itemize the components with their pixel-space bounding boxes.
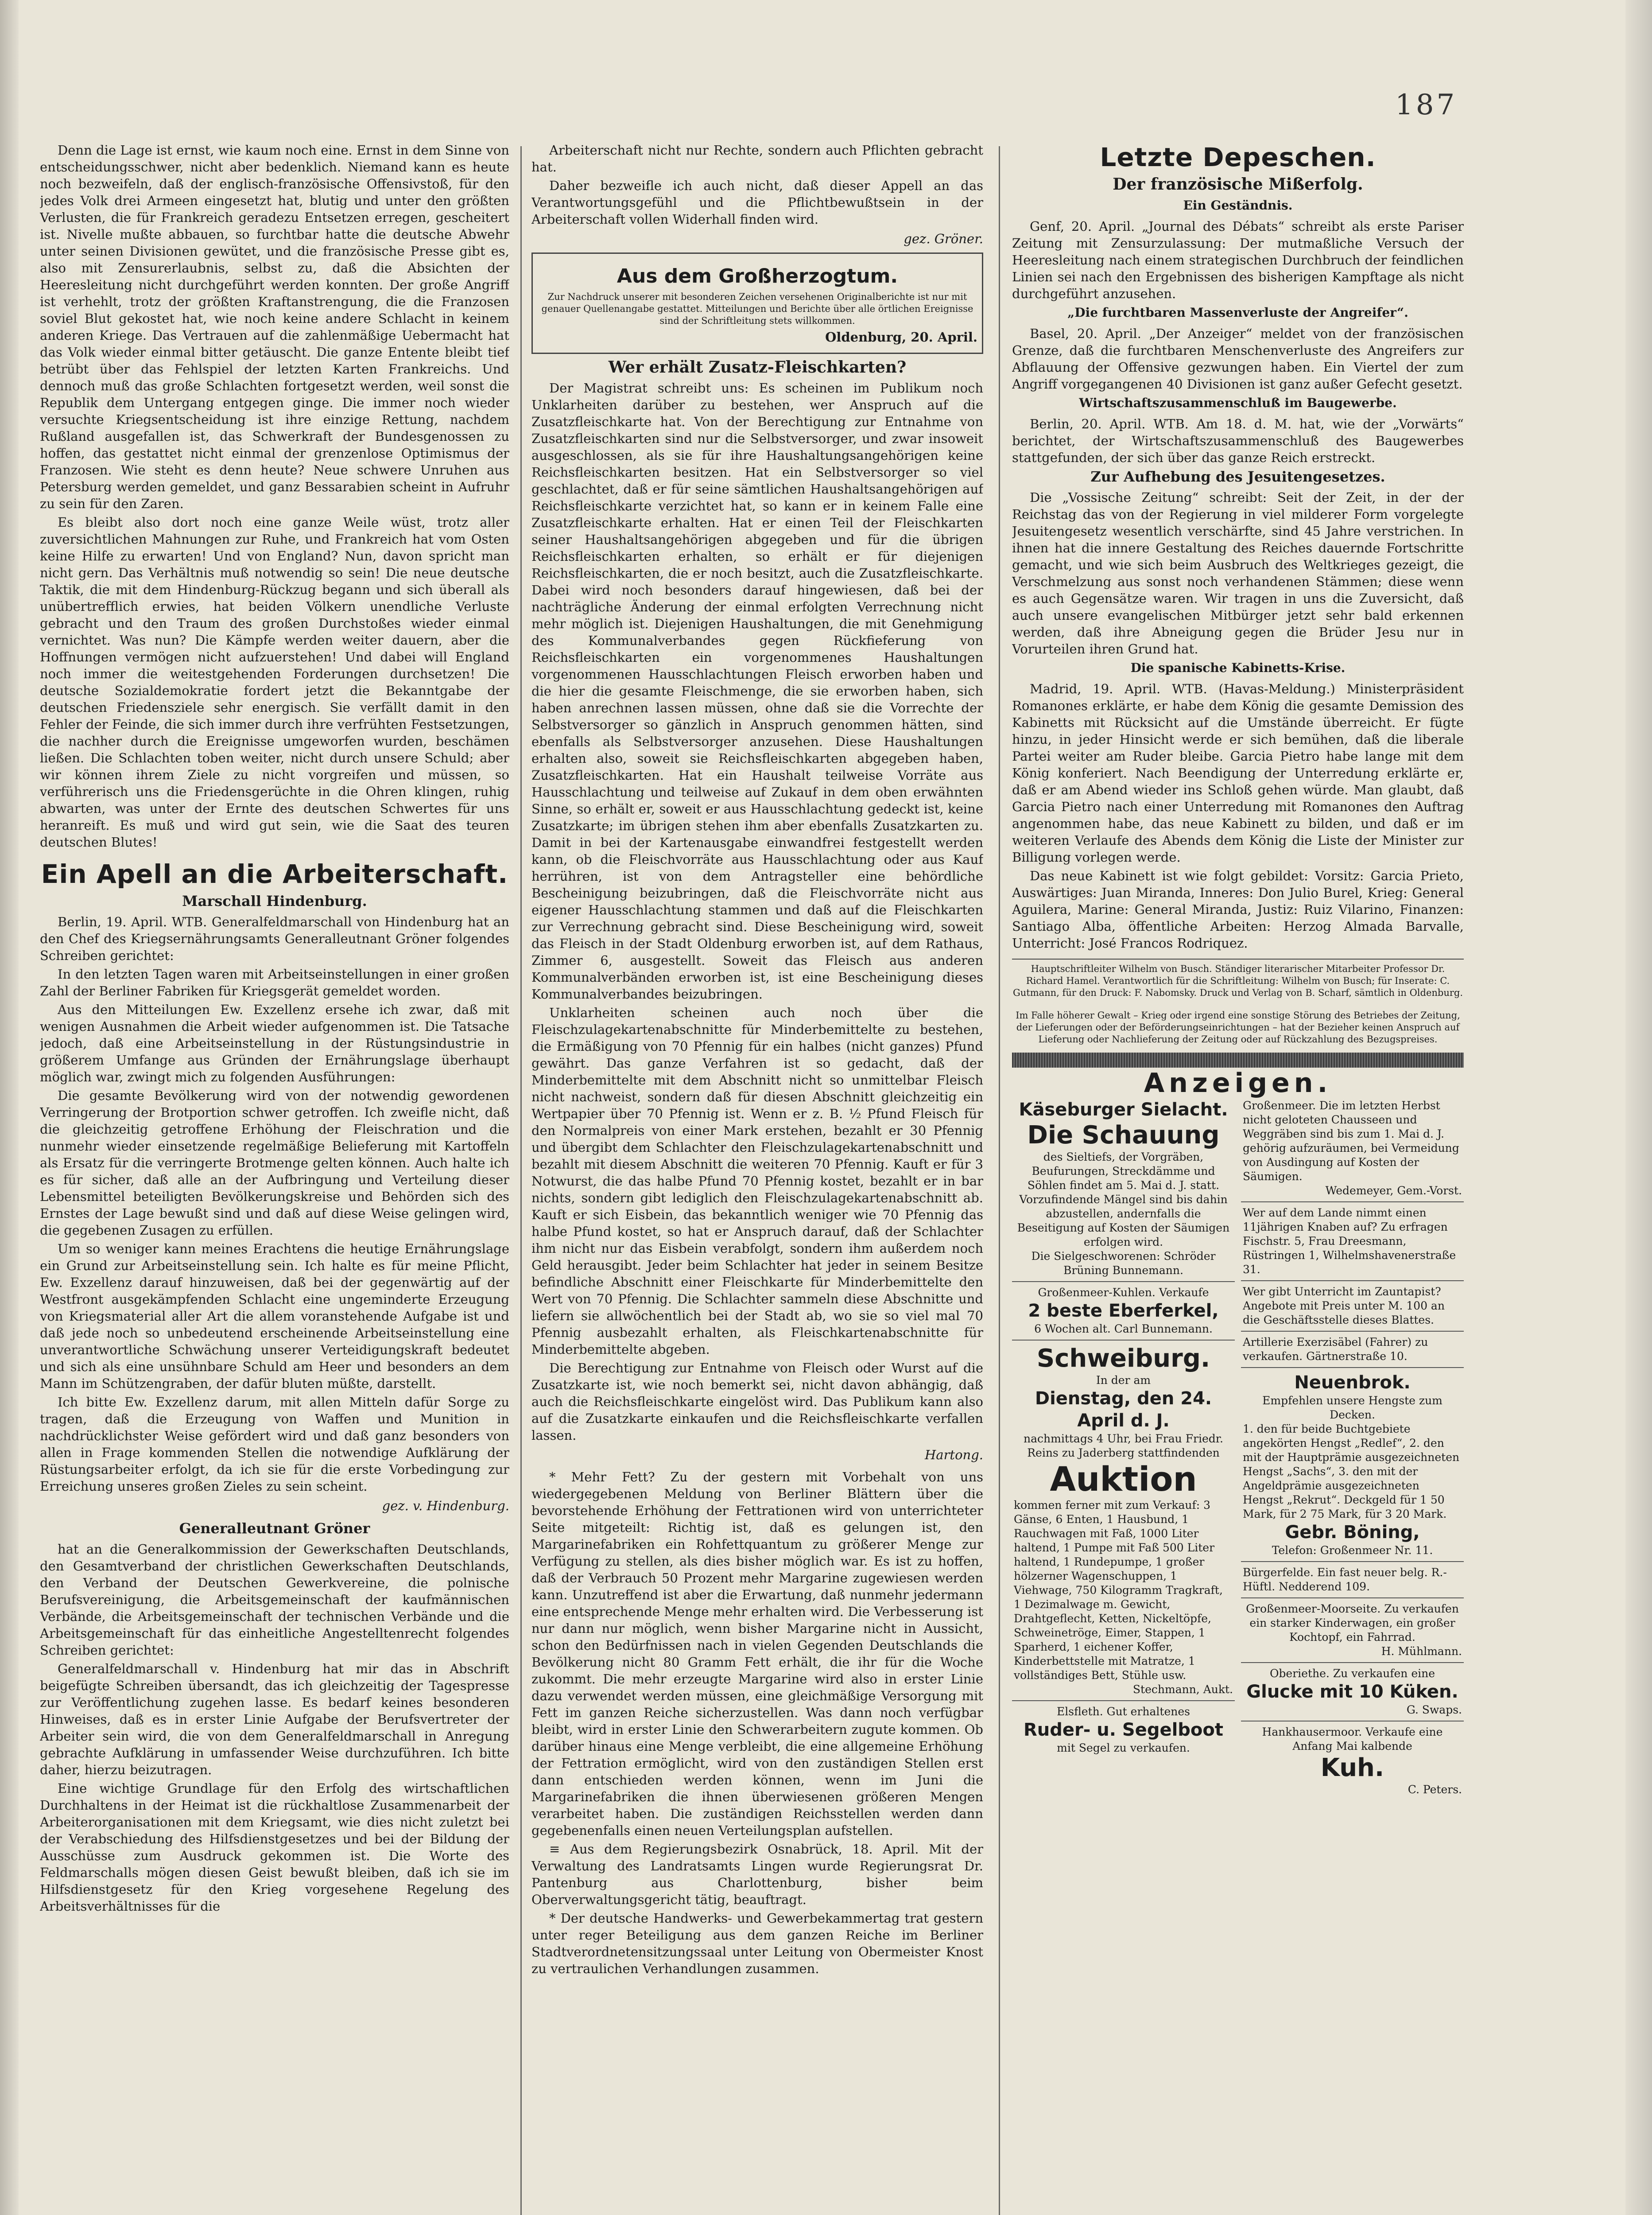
ad-headline: Die Schauung	[1027, 1121, 1220, 1150]
page-number: 187	[1395, 89, 1458, 121]
ads-left	[1012, 1095, 1235, 1800]
paragraph: Die „Vossische Zeitung“ schreibt: Seit der Zeit, in der der Reichstag das von der Regierung in viel milderer Form vorgelegte Jesuitengesetz wesentlich verschärfte, sind 45 Jahre verstrichen. In ihnen hat die innere Gestaltung des Reiches dauernde Fortschritte gemacht, und wie sich beim Ausbruch des Weltkrieges gezeigt, die Verschmelzung aus sonst noch verhandenen Stämmen; diese wenn es auch Gegensätze waren. Wir tragen in uns die Zuversicht, daß auch unsere evangelischen Mitbürger jetzt sehr bald erkennen werden, daß ihre Abneigung gegen die Brüder Jesu nur in Vorurteilen ihren Grund hat.	[1012, 490, 1464, 657]
ad-signature: C. Peters.	[1408, 1783, 1462, 1796]
paragraph: * Mehr Fett? Zu der gestern mit Vorbehalt von uns wiedergegebenen Meldung von Berliner Blättern über die bevorstehende Erhöhung der Fettrationen wird von unterrichteter Seite mitgeteilt: Richtig ist, daß es gelungen ist, den Margarinefabriken ein Rohfettquantum zu größerer Menge zur Verfügung zu stellen, als dies bisher möglich war. Es ist zu hoffen, daß der Verbrauch 50 Prozent mehr Margarine zugewiesen werden kann. Unzutreffend ist aber die Erwartung, daß nunmehr jedermann eine entsprechende Menge mehr erhalten wird. Die Verbesserung ist nur dann nur möglich, wenn bisher Margarine nicht in Aussicht, schon den Bedürfnissen nach in vielen Gegenden Deutschlands die Bevölkerung nicht 80 Gramm Fett erhält, die ihr für die Woche zukommt. Die mehr erzeugte Margarine wird also in erster Linie dazu verwendet werden müssen, eine gleichmäßige Versorgung mit Fett im ganzen Reiche sicherzustellen. Was dann noch verfügbar bleibt, wird in erster Linie den Schwerarbeitern zugute kommen. Ob darüber hinaus eine Menge verbleibt, die eine allgemeine Erhöhung der Fettration ermöglicht, wird von den zuständigen Stellen erst dann entschieden werden können, wenn im Juni die Margarinefabriken die ihnen überwiesenen größeren Mengen verarbeitet haben. Die zuständigen Reichsstellen werden dann gegebenenfalls einen neuen Verteilungsplan aufstellen.	[531, 1469, 983, 1838]
ad-text: nachmittags 4 Uhr, bei Frau Friedr. Reins zu Jaderberg stattfindenden	[1024, 1432, 1223, 1459]
article-headline: Wer erhält Zusatz-Fleischkarten?	[608, 358, 907, 377]
paragraph: Genf, 20. April. „Journal des Débats“ schreibt als erste Pariser Zeitung mit Zensurzulassung: Der mutmaßliche Versuch der Heeresleitung nach einem strategischen Durchbruch der feindlichen Linien sei nach den Ergebnissen des bisherigen Kampftage als nicht durchgeführt anzusehen.	[1012, 219, 1464, 301]
ad-box	[1241, 1721, 1464, 1800]
paragraph: Ich bitte Ew. Exzellenz darum, mit allen Mitteln dafür Sorge zu tragen, daß die Erzeugung von Waffen und Munition in nachdrücklichster Weise gefördert wird und daß ganz besonders von allen in Frage kommenden Stellen die notwendige Aufklärung der Rüstungsarbeiter erfolgt, da ich sie für die erste Vorbedingung zur Erreichung unseres großen Zieles zu sein scheint.	[40, 1395, 509, 1494]
paragraph: In den letzten Tagen waren mit Arbeitseinstellungen in einer großen Zahl der Berliner Fabriken für Kriegsgerät gemeldet worden.	[40, 967, 509, 999]
paragraph: Um so weniger kann meines Erachtens die heutige Ernährungslage ein Grund zur Arbeitseinstellung sein. Ich halte es für meine Pflicht, Ew. Exzellenz darauf hinzuweisen, daß bei der gegenwärtig auf der Westfront ausgekämpfenden Schlacht eine ungeminderte Erzeugung von Kriegsmaterial aller Art die allem voranstehende Aufgabe ist und daß jede noch so unbedeutend erscheinende Arbeitseinstellung eine unverantwortliche Schwächung unserer Verteidigungskraft bedeutet und sich als eine unsühnbare Schuld am Heer und besonders an dem Mann im Schützengraben, der dafür bluten müßte, darstellt.	[40, 1241, 509, 1391]
force-majeure-notice: Im Falle höherer Gewalt – Krieg oder irgend eine sonstige Störung des Betriebes der Zeitung, der Lieferungen oder der Beförderungseinrichtungen – hat der Bezieher keinen Anspruch auf Lieferung oder Nachlieferung der Zeitung oder auf Rückzahlung des Bezugspreises.	[1016, 1010, 1460, 1045]
page-edge	[1625, 0, 1652, 2215]
ad-signature: Stechmann, Aukt.	[1132, 1683, 1233, 1696]
ads-title: Anzeigen.	[1144, 1068, 1332, 1099]
paragraph: Unklarheiten scheinen auch noch über die Fleischzulagekartenabschnitte für Minderbemittelte zu bestehen, die Ermäßigung von 70 Pfennig für ein halbes (nicht ganzes) Pfund gewährt. Das ganze Verfahren ist so gedacht, daß der Minderbemittelte mit dem Abschnitt nicht so unmittelbar Fleisch nicht nachweist, sondern daß für diesen Abschnitt gleichzeitig ein Wertpapier über 70 Pfennig ist. Wenn er z. B. ½ Pfund Fleisch für den Normalpreis von einer Mark erstehen, bezahlt er 30 Pfennig und übergibt dem Schlachter den Fleischzulagekartenabschnitt und bezahlt mit diesem Abschnitt die weiteren 70 Pfennig. Kauft er für 3 Notwurst, die das halbe Pfund 70 Pfennig kostet, bezahlt er in bar nichts, sondern gibt lediglich den Fleischzulagekartenabschnitt ab. Kauft er sich Eisbein, das bekanntlich weniger wie 70 Pfennig das halbe Pfund kostet, so hat er Anspruch darauf, daß der Schlachter ihm nicht nur das Eisbein verabfolgt, sondern ihm außerdem noch Geld herausgibt. Jeder beim Schlachter hat jeder in seinem Besitze befindliche Abschnitt einer Fleischkarte für Minderbemittelte den Wert von 70 Pfennig. Die Schlachter sammeln diese Abschnitte und liefern sie allwöchentlich bei der Stadt ab, wo sie so viel mal 70 Pfennig ausbezahlt erhalten, als Fleischkartenabschnitte für Minderbemittelte abgeben.	[531, 1005, 983, 1357]
ad-signature: G. Swaps.	[1406, 1703, 1462, 1716]
paragraph: * Der deutsche Handwerks- und Gewerbekammertag trat gestern unter reger Beteiligung aus dem ganzen Reiche im Berliner Stadtverordnetensitzungssaal unter Leitung von Obermeister Knost zu vertraulichen Verhandlungen zusammen.	[531, 1911, 983, 1976]
ad-text: Großenmeer-Moorseite. Zu verkaufen ein starker Kinderwagen, ein großer Kochtopf, ein Fahrrad.	[1246, 1602, 1459, 1644]
column-rule	[999, 146, 1000, 2215]
ad-box	[1241, 1368, 1464, 1562]
paragraph: Die gesamte Bevölkerung wird von der notwendig gewordenen Verringerung der Brotportion schwer getroffen. Ich zweifle nicht, daß die gleichzeitig getroffene Erhöhung der Fleischration und die nunmehr wieder einsetzende regelmäßige Belieferung mit Kartoffeln als Ersatz für die verringerte Brotmenge gelten können. Auch halte ich es für sicher, daß alle an der Aufbringung und Verteilung dieser Lebensmittel beteiligten Bevölkerungskreise und Behörden sich des Ernstes der Lage bewußt sind und daß auf diese Weise gelingen wird, die gegebenen Zusagen zu erfüllen.	[40, 1088, 509, 1238]
ad-text: Großenmeer-Kuhlen. Verkaufe	[1038, 1286, 1209, 1299]
signature: Hartong.	[924, 1447, 983, 1462]
ad-text: des Sieltiefs, der Vorgräben, Beufurungen, Streckdämme und Söhlen findet am 5. Mai d. J. statt. Vorzufindende Mängel sind bis dahin abzustellen, andernfalls die Beseitigung auf Kosten der Säumigen erfolgen wird.	[1017, 1150, 1230, 1248]
ad-signature: Die Sielgeschworenen: Schröder Brüning Bunnemann.	[1031, 1250, 1216, 1277]
paragraph: Generalfeldmarschall v. Hindenburg hat mir das in Abschrift beigefügte Schreiben übersandt, das ich gleichzeitig der Tagespresse zur Veröffentlichung zugehen lasse. Es bedarf keines besonderen Hinweises, daß es in erster Linie Aufgabe der Berufsvertreter der Arbeiter sein wird, die von dem Generalfeldmarschall in Anregung gebrachte Aufklärung in umfassender Weise durchzuführen. Ich bitte daher, hierzu beizutragen.	[40, 1661, 509, 1777]
ad-box	[1012, 1095, 1235, 1282]
ad-text: Elsfleth. Gut erhaltenes	[1057, 1705, 1190, 1718]
ad-signature: H. Mühlmann.	[1381, 1645, 1462, 1658]
ad-box	[1012, 1341, 1235, 1701]
ad-text: In der am	[1096, 1374, 1151, 1387]
paragraph: Aus den Mitteilungen Ew. Exzellenz ersehe ich zwar, daß mit wenigen Ausnahmen die Arbeit wieder aufgenommen ist. Die Tatsache jedoch, daß eine Arbeitseinstellung in der Rüstungsindustrie in größerem Umfange aus Gründen der Ernährungslage überhaupt möglich war, zwingt mich zu folgenden Ausführungen:	[40, 1002, 509, 1084]
section-title: Letzte Depeschen.	[1100, 142, 1376, 172]
article-subhead: „Die furchtbaren Massenverluste der Angreifer“.	[1067, 305, 1408, 320]
paragraph: ≡ Aus dem Regierungsbezirk Osnabrück, 18. April. Mit der Verwaltung des Landratsamts Lingen wurde Regierungsrat Dr. Pantenburg aus Charlottenburg, bisher beim Oberverwaltungsgericht tätig, beauftragt.	[531, 1842, 983, 1907]
column-3	[1012, 142, 1464, 2215]
ad-text: Großenmeer. Die im letzten Herbst nicht geloteten Chausseen und Weggräben sind bis zum 1. Mai d. J. gehörig aufzuräumen, bei Vermeidung von Ausdingung auf Kosten der Säumigen.	[1243, 1099, 1459, 1183]
paragraph: Eine wichtige Grundlage für den Erfolg des wirtschaftlichen Durchhaltens in der Heimat ist die rückhaltlose Zusammenarbeit der Arbeiterorganisationen mit dem Kriegsamt, wie dies nicht zuletzt bei der Verabschiedung des Hilfsdienstgesetzes und bei der Bildung der Ausschüsse zum Ausdruck gekommen ist. Die Worte des Feldmarschalls mögen diesen Geist bewußt bleiben, daß ich sie im Hilfsdienstgesetz für den Krieg vorgesehene Regelung des Arbeitsverhältnisses für die	[40, 1781, 509, 1914]
ad-text: Bürgerfelde. Ein fast neuer belg. R.-Hüftl. Nedderend 109.	[1243, 1566, 1447, 1593]
paragraph: Daher bezweifle ich auch nicht, daß dieser Appell an das Verantwortungsgefühl und die Pflichtbewußtsein in der Arbeiterschaft vollen Widerhall finden wird.	[531, 178, 983, 227]
ad-text: Wer auf dem Lande nimmt einen 11jährigen Knaben auf? Zu erfragen Fischstr. 5, Frau Dreesmann, Rüstringen 1, Wilhelmshavenerstraße 31.	[1243, 1206, 1456, 1276]
ad-box	[1012, 1701, 1235, 1759]
article-subhead: Generalleutnant Gröner	[179, 1520, 370, 1537]
article-subhead: Wirtschaftszusammenschluß im Baugewerbe.	[1079, 396, 1397, 410]
divider-banner	[1012, 1053, 1464, 1068]
ad-list: 1. den für beide Buchtgebiete angekörten Hengst „Redlef“, 2. den mit der Hauptprämie ausgezeichneten Hengst „Sachs“, 3. den mit der Angeldprämie ausgezeichneten Hengst „Rekrut“. Deckgeld für 1 50 Mark, für 2 75 Mark, für 3 20 Mark.	[1243, 1422, 1460, 1520]
ad-title: Neuenbrok.	[1294, 1372, 1411, 1393]
column-1	[40, 142, 509, 2215]
ad-headline: Ruder- u. Segelboot	[1023, 1720, 1223, 1740]
article-subhead: Ein Geständnis.	[1183, 198, 1293, 213]
paragraph: Der Magistrat schreibt uns: Es scheinen im Publikum noch Unklarheiten darüber zu bestehen, wer Anspruch auf die Zusatzfleischkarte hat. Von der Berechtigung zur Entnahme von Zusatzfleischkarten sind nur die Selbstversorger, und zwar insoweit ausgeschlossen, als sie für ihre Haushaltungsangehörigen keine Reichsfleischkarten besitzen. Hat ein Selbstversorger so viel geschlachtet, daß er für seine sämtlichen Haushaltsangehörigen auf Reichsfleischkarte verzichtet hat, so kann er in keinem Falle eine Zusatzfleischkarte erhalten. Hat er einen Teil der Fleischkarten seiner Haushaltsangehörigen abgegeben und für die übrigen Reichsfleischkarten erhalten, so erhält er für diejenigen Reichsfleischkarten, die er noch besitzt, auch die Zusatzfleischkarte. Dabei wird noch besonders darauf hingewiesen, daß bei der nachträgliche Änderung der einmal erfolgten Verrechnung nicht mehr möglich ist. Diejenigen Haushaltungen, die mit Genehmigung des Kommunalverbandes gegen Rückfieferung von Reichsfleischkarten ein vorgenommenes Haushaltungen vorgenommenen Hausschlachtungen Fleisch erworben haben und die hier die gesamte Fleischmenge, die sie erworben haben, sich haben anrechnen lassen müssen, ohne daß sie die Vorrechte der Selbstversorger so gänzlich in Anspruch genommen hätten, sind ebenfalls als Selbstversorger anzusehen. Diese Haushaltungen erhalten also, soweit sie Reichsfleischkarten abgegeben haben, Zusatzfleischkarten. Hat ein Haushalt teilweise Vorräte aus Hausschlachtung und teilweise auf Zukauf in dem oben erwähnten Sinne, so erhält er, soweit er aus Hausschlachtung gedeckt ist, keine Zusatzkarte; im übrigen stehen ihm aber ebenfalls Zusatzkarten zu. Damit in bei der Kartenausgabe einwandfrei festgestellt werden kann, ob die Fleischvorräte aus Hausschlachtung oder aus Kauf herrühren, ist von dem Antragsteller eine behördliche Bescheinigung beizubringen, daß die Fleischvorräte nicht aus eigener Hausschlachtung stammen und daß auf die Fleischkarten zur Verrechnung gebracht sind. Diese Bescheinigung wird, soweit das Fleisch in der Stadt Oldenburg erworben ist, auf dem Rathaus, Zimmer 6, ausgestellt. Soweit das Fleisch aus anderen Kommunalverbänden erworben ist, ist eine Bescheinigung dieses Kommunalverbandes beizubringen.	[531, 381, 983, 1002]
ad-headline: Kuh.	[1320, 1753, 1384, 1782]
paragraph: Arbeiterschaft nicht nur Rechte, sondern auch Pflichten gebracht hat.	[531, 143, 983, 175]
ad-date: Dienstag, den 24. April d. J.	[1035, 1388, 1212, 1431]
paragraph: Berlin, 19. April. WTB. Generalfeldmarschall von Hindenburg hat an den Chef des Kriegsernährungsamts Generalleutnant Gröner folgendes Schreiben gerichtet:	[40, 914, 509, 963]
ad-text: Oberiethe. Zu verkaufen eine	[1269, 1667, 1435, 1680]
ad-headline: Gebr. Böning,	[1285, 1522, 1420, 1543]
imprint: Hauptschriftleiter Wilhelm von Busch. Ständiger literarischer Mitarbeiter Professor Dr. Richard Hamel. Verantwortlich für die Schriftleitung: Wilhelm von Busch; für Inserate: C. Gutmann, für den Druck: F. Nabomsky. Druck und Verlag von B. Scharf, sämtlich in Oldenburg.	[1012, 959, 1464, 999]
binding-gutter	[0, 0, 19, 2215]
paragraph: hat an die Generalkommission der Gewerkschaften Deutschlands, den Gesamtverband der christlichen Gewerkschaften Deutschlands, den Verband der Deutschen Gewerkvereine, die polnische Berufsvereinigung, die Arbeitsgemeinschaft der kaufmännischen Verbände, die Arbeitsgemeinschaft der technischen Verbände und die Arbeitsgemeinschaft für das einheitliche Angestelltenrecht folgendes Schreiben gerichtet:	[40, 1542, 509, 1658]
article-headline: Ein Apell an die Arbeiterschaft.	[41, 859, 508, 889]
ad-signature: 6 Wochen alt. Carl Bunnemann.	[1034, 1322, 1213, 1335]
paragraph: Berlin, 20. April. WTB. Am 18. d. M. hat, wie der „Vorwärts“ berichtet, der Wirtschaftszusammenschluß des Baugewerbes stattgefunden, der sich über das ganze Reich erstreckt.	[1012, 416, 1464, 465]
ad-title: Käseburger Sielacht.	[1019, 1100, 1228, 1120]
section-title: Aus dem Großherzogtum.	[617, 265, 898, 288]
ad-headline: Glucke mit 10 Küken.	[1246, 1682, 1458, 1702]
ad-list: kommen ferner mit zum Verkauf: 3 Gänse, 6 Enten, 1 Hausbund, 1 Rauchwagen mit Faß, 1000 Liter haltend, 1 Pumpe mit Faß 500 Liter haltend, 1 Rundepumpe, 1 großer hölzerner Wagenschuppen, 1 Viehwage, 750 Kilogramm Tragkraft, 1 Dezimalwage m. Gewicht, Drahtgeflecht, Ketten, Nickeltöpfe, Schweinetröge, Eimer, Stappen, 1 Sparherd, 1 eichener Koffer, Kinderbettstelle mit Matratze, 1 vollständiges Bett, Stühle usw.	[1014, 1499, 1223, 1682]
ad-box	[1241, 1562, 1464, 1598]
column-rule	[520, 146, 522, 2215]
ad-box	[1241, 1095, 1464, 1202]
article-subhead: Zur Aufhebung des Jesuitengesetzes.	[1090, 468, 1385, 485]
section-box	[531, 253, 983, 354]
signature: gez. v. Hindenburg.	[382, 1498, 509, 1513]
paragraph: Es bleibt also dort noch eine ganze Weile wüst, trotz aller zuversichtlichen Mahnungen zur Ruhe, und Frankreich hat vom Osten keine Hilfe zu erwarten! Und von England? Nun, davon spricht man nicht gern. Das Verhältnis muß notwendig so sein! Die neue deutsche Taktik, die mit dem Hindenburg-Rückzug begann und sich überall als unübertrefflich erwies, hat beiden Völkern unendliche Verluste gebracht und den Traum des großen Durchstoßes wieder einmal vernichtet. Was nun? Die Kämpfe werden weiter dauern, aber die Hoffnungen vermögen nicht aufzuerstehen! Und dabei will England noch immer die weitestgehenden Forderungen durchsetzen! Die deutsche Sozialdemokratie fordert jetzt die Bekanntgabe der deutschen Friedensziele sehr energisch. Sie verfällt damit in den Fehler der Feinde, die sich immer durch ihre verfrühten Festsetzungen, die nachher durch die Ereignisse umgeworfen wurden, beschämen ließen. Die Schlachten toben weiter, nicht durch unsere Schuld; aber wir können ihrem Ziele zu nicht vorgreifen und müssen, so verführerisch uns die Friedensgerüchte in die Ohren klingen, ruhig abwarten, was unter der Ernte des deutschen Schwertes für uns heranreift. Es muß und wird gut sein, wie die Saat des teuren deutschen Blutes!	[40, 515, 509, 850]
ads-grid	[1012, 1095, 1464, 1800]
paragraph: Madrid, 19. April. WTB. (Havas-Meldung.) Ministerpräsident Romanones erklärte, er habe dem König die gesamte Demission des Kabinetts mit Rücksicht auf die Umstände überreicht. Er fügte hinzu, in jeder Hinsicht werde er sich bemühen, daß die liberale Partei weiter am Ruder bleibe. Garcia Pietro habe lange mit dem König konferiert. Nach Beendigung der Unterredung erklärte er, daß er am Abend wieder ins Schloß gehen würde. Man glaubt, daß Garcia Pietro nach einer Unterredung mit Romanones den Auftrag angenommen habe, das neue Kabinett zu bilden, und daß er im weiteren Verlaufe des Abends dem König die Liste der Minister zur Billigung vorlegen werde.	[1012, 681, 1464, 865]
article-subhead: Marschall Hindenburg.	[182, 893, 367, 909]
ad-text: Artillerie Exerzisäbel (Fahrer) zu verkaufen. Gärtnerstraße 10.	[1243, 1336, 1428, 1363]
paragraph: Basel, 20. April. „Der Anzeiger“ meldet von der französischen Grenze, daß die furchtbaren Menschenverluste des Angreifers zur Abflauung der Offensive gezwungen haben. Ein Viertel der zum Angriff vorgegangenen 40 Divisionen ist ganz außer Gefecht gesetzt.	[1012, 326, 1464, 392]
ad-text: Empfehlen unsere Hengste zum Decken.	[1262, 1394, 1443, 1421]
ad-text: Wer gibt Unterricht im Zauntapist? Angebote mit Preis unter M. 100 an die Geschäftsstelle dieses Blattes.	[1243, 1285, 1445, 1326]
dateline: Oldenburg, 20. April.	[825, 330, 977, 345]
article-subhead: Die spanische Kabinetts-Krise.	[1130, 661, 1346, 675]
signature: gez. Gröner.	[904, 231, 983, 246]
ad-box	[1241, 1202, 1464, 1281]
ad-box	[1012, 1282, 1235, 1341]
ad-box	[1241, 1332, 1464, 1368]
ad-box	[1241, 1281, 1464, 1332]
ad-text: Hankhausermoor. Verkaufe eine Anfang Mai kalbende	[1262, 1725, 1443, 1753]
ad-signature: Telefon: Großenmeer Nr. 11.	[1272, 1544, 1433, 1557]
ad-box	[1241, 1663, 1464, 1721]
column-2	[531, 142, 983, 2215]
paragraph: Denn die Lage ist ernst, wie kaum noch eine. Ernst in dem Sinne von entscheidungsschwer, nicht aber bedenklich. Niemand kann es heute noch bezweifeln, daß der englisch-französische Offensivstoß, für den jedes Volk drei Armeen eingesetzt hat, blutig und unter den größten Verlusten, die für Frankreich geradezu Entsetzen erregen, gescheitert ist. Nivelle mußte abbauen, so furchtbar hatte die deutsche Abwehr unter seinen Divisionen gewütet, und die französische Presse gibt es, also mit Zensurerlaubnis, selbst zu, daß die Absichten der Heeresleitung nicht durchgeführt werden konnten. Der große Angriff ist verhehlt, trotz der größten Kraftanstrengung, die die Franzosen soviel Blut gekostet hat, wie noch keine andere Schlacht in keinem anderen Kriege. Das Vertrauen auf die zahlenmäßige Uebermacht hat das Volk wieder einmal bitter getäuscht. Die ganze Entente bleibt tief betrübt über das Fehlspiel der letzten Karten Frankreichs. Und dennoch muß das große Schlachten fortgesetzt werden, weil sonst die Republik dem Untergang entgegen ginge. Die immer noch wieder versuchte Kriegsentscheidung ist ihre einzige Rettung, nachdem Rußland ausgefallen ist, das Schwerkraft der Bundesgenossen zu hoffen, das gestattet nicht einmal der grenzenlose Optimismus der Franzosen. Wie steht es denn heute? Neue schwere Unruhen aus Petersburg werden gemeldet, und ganz Bessarabien scheint in Aufruhr zu sein für den Zaren.	[40, 143, 509, 511]
ad-box	[1241, 1598, 1464, 1663]
ads-right	[1241, 1095, 1464, 1800]
paragraph: Die Berechtigung zur Entnahme von Fleisch oder Wurst auf die Zusatzkarte ist, wie noch bemerkt sei, nicht davon abhängig, daß auch die Reichsfleischkarte eingelöst wird. Das Publikum kann also auf die Zusatzkarte einkaufen und die Reichsfleischkarte verfallen lassen.	[531, 1360, 983, 1443]
ad-signature: mit Segel zu verkaufen.	[1057, 1741, 1190, 1754]
paragraph: Das neue Kabinett ist wie folgt gebildet: Vorsitz: Garcia Prieto, Auswärtiges: Juan Miranda, Inneres: Don Julio Burel, Krieg: General Aguilera, Marine: General Miranda, Justiz: Ruiz Vilarino, Finanzen: Santiago Alba, öffentliche Arbeiten: Herzog Almada Barvalle, Unterricht: José Francos Rodriquez.	[1012, 868, 1464, 951]
ad-headline: Auktion	[1050, 1459, 1197, 1499]
ad-headline: 2 beste Eberferkel,	[1028, 1301, 1219, 1321]
ad-title: Schweiburg.	[1036, 1344, 1210, 1373]
reprint-note: Zur Nachdruck unserer mit besonderen Zeichen versehenen Originalberichte ist nur mit genauer Quellenangabe gestattet. Mitteilungen und Berichte über alle örtlichen Ereignisse sind der Schriftleitung stets willkommen.	[541, 291, 973, 326]
article-headline: Der französische Mißerfolg.	[1113, 175, 1363, 194]
ad-signature: Wedemeyer, Gem.-Vorst.	[1325, 1184, 1462, 1197]
